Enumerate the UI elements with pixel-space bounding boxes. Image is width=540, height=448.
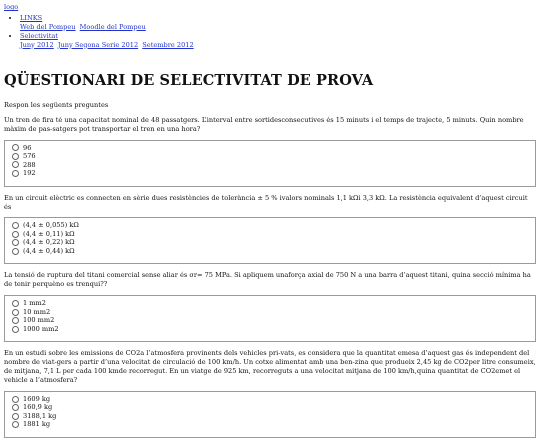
nav-item-links — [20, 14, 536, 32]
answer-option[interactable] — [10, 152, 530, 161]
nav-links-submenu — [20, 23, 148, 31]
answer-option[interactable] — [10, 238, 530, 247]
radio-button[interactable] — [12, 222, 19, 229]
nav-links[interactable]: LINKS — [20, 13, 43, 22]
option-label: 576 — [23, 152, 36, 160]
answer-option[interactable] — [10, 412, 530, 421]
answer-option[interactable] — [10, 299, 530, 308]
option-label: 10 mm2 — [23, 307, 51, 316]
question-4 — [4, 349, 536, 438]
answer-option[interactable] — [10, 161, 530, 170]
answer-options — [4, 140, 536, 187]
answer-option[interactable] — [10, 395, 530, 404]
answer-option[interactable] — [10, 420, 530, 429]
page-title: QÜESTIONARI DE SELECTIVITAT DE PROVA — [4, 72, 374, 90]
nav-item-selectivitat — [20, 32, 536, 50]
question-text: En un circuit elèctric es connecten en sèrie dues resistències de tolerància ± 5 % ivalors nominals 1,1 kΩi 3,3 kΩ. La resistència equivalent d’aquest circuit és — [4, 193, 528, 211]
radio-button[interactable] — [12, 309, 19, 316]
link-web-pompeu[interactable]: Web del Pompeu — [20, 22, 76, 31]
radio-button[interactable] — [12, 248, 19, 255]
question-2 — [4, 194, 536, 265]
option-label: 288 — [23, 160, 36, 169]
nav-selectivitat-submenu — [20, 41, 196, 49]
radio-button[interactable] — [12, 144, 19, 151]
intro-text: Respon les següents preguntes — [4, 101, 109, 110]
option-label: (4,4 ± 0,44) kΩ — [23, 246, 75, 255]
answer-option[interactable] — [10, 230, 530, 239]
answer-options — [4, 295, 536, 342]
question-1 — [4, 116, 536, 187]
answer-option[interactable] — [10, 221, 530, 230]
option-label: 3188,1 kg — [23, 411, 57, 420]
link-moodle-pompeu[interactable]: Moodle del Pompeu — [79, 22, 146, 31]
radio-button[interactable] — [12, 326, 19, 333]
answer-option[interactable] — [10, 247, 530, 256]
logo-image[interactable]: logo — [4, 3, 19, 11]
link-setembre-2012[interactable]: Setembre 2012 — [142, 40, 194, 49]
option-label: 160,9 kg — [23, 403, 53, 412]
answer-options — [4, 217, 536, 264]
question-text: Un tren de fira té una capacitat nominal de 48 passatgers. L’interval entre sortidesconsecutives és 15 minuts i el temps de trajecte, 5 minuts. Quin nombre màxim de pas-satgers pot transportar el tren en una hora? — [4, 115, 524, 133]
radio-button[interactable] — [12, 421, 19, 428]
radio-button[interactable] — [12, 231, 19, 238]
radio-button[interactable] — [12, 161, 19, 168]
radio-button[interactable] — [12, 317, 19, 324]
radio-button[interactable] — [12, 396, 19, 403]
answer-option[interactable] — [10, 169, 530, 178]
question-text: En un estudi sobre les emissions de CO2a l’atmosfera provinents dels vehicles pri-vats, es considera que la quantitat emesa d’aquest gas és independent del nombre de viat-gers a partir d’una velocitat de circulació de 100 km/h. Un cotxe alimentat amb una ben-zina que produeix 2,45 kg de CO2per litre consumeix, de mitjana, 7,1 L per cada 100 kmde recorregut. En un viatge de 925 km, recorreguts a una velocitat mitjana de 100 km/h,quina quantitat de CO2emet el vehicle a l’atmosfera? — [4, 349, 536, 384]
link-juny-2012[interactable]: Juny 2012 — [20, 40, 54, 49]
option-label: (4,4 ± 0,22) kΩ — [23, 238, 75, 247]
option-label: 100 mm2 — [23, 316, 55, 325]
answer-option[interactable] — [10, 325, 530, 334]
answer-option[interactable] — [10, 308, 530, 317]
radio-button[interactable] — [12, 413, 19, 420]
radio-button[interactable] — [12, 239, 19, 246]
answer-option[interactable] — [10, 144, 530, 153]
nav-menu — [4, 14, 536, 50]
option-label: 1000 mm2 — [23, 324, 59, 333]
question-text: La tensió de ruptura del titani comercial sense aliar és σr= 75 MPa. Si apliquem unaforça axial de 750 N a una barra d’aquest titani, quina secció mínima ha de tenir perquèno es trenqui?? — [4, 271, 531, 289]
option-label: (4,4 ± 0,055) kΩ — [23, 221, 79, 230]
option-label: 192 — [23, 169, 36, 177]
answer-option[interactable] — [10, 316, 530, 325]
option-label: (4,4 ± 0,11) kΩ — [23, 229, 75, 238]
link-juny-segona-serie-2012[interactable]: Juny Segona Serie 2012 — [57, 40, 139, 49]
radio-button[interactable] — [12, 170, 19, 177]
radio-button[interactable] — [12, 153, 19, 160]
nav-selectivitat[interactable]: Selectivitat — [20, 31, 58, 40]
option-label: 1609 kg — [23, 394, 51, 403]
option-label: 96 — [23, 143, 32, 152]
answer-options — [4, 391, 536, 438]
option-label: 1 mm2 — [23, 299, 46, 308]
radio-button[interactable] — [12, 404, 19, 411]
question-3 — [4, 271, 536, 342]
radio-button[interactable] — [12, 300, 19, 307]
option-label: 1881 kg — [23, 420, 51, 429]
